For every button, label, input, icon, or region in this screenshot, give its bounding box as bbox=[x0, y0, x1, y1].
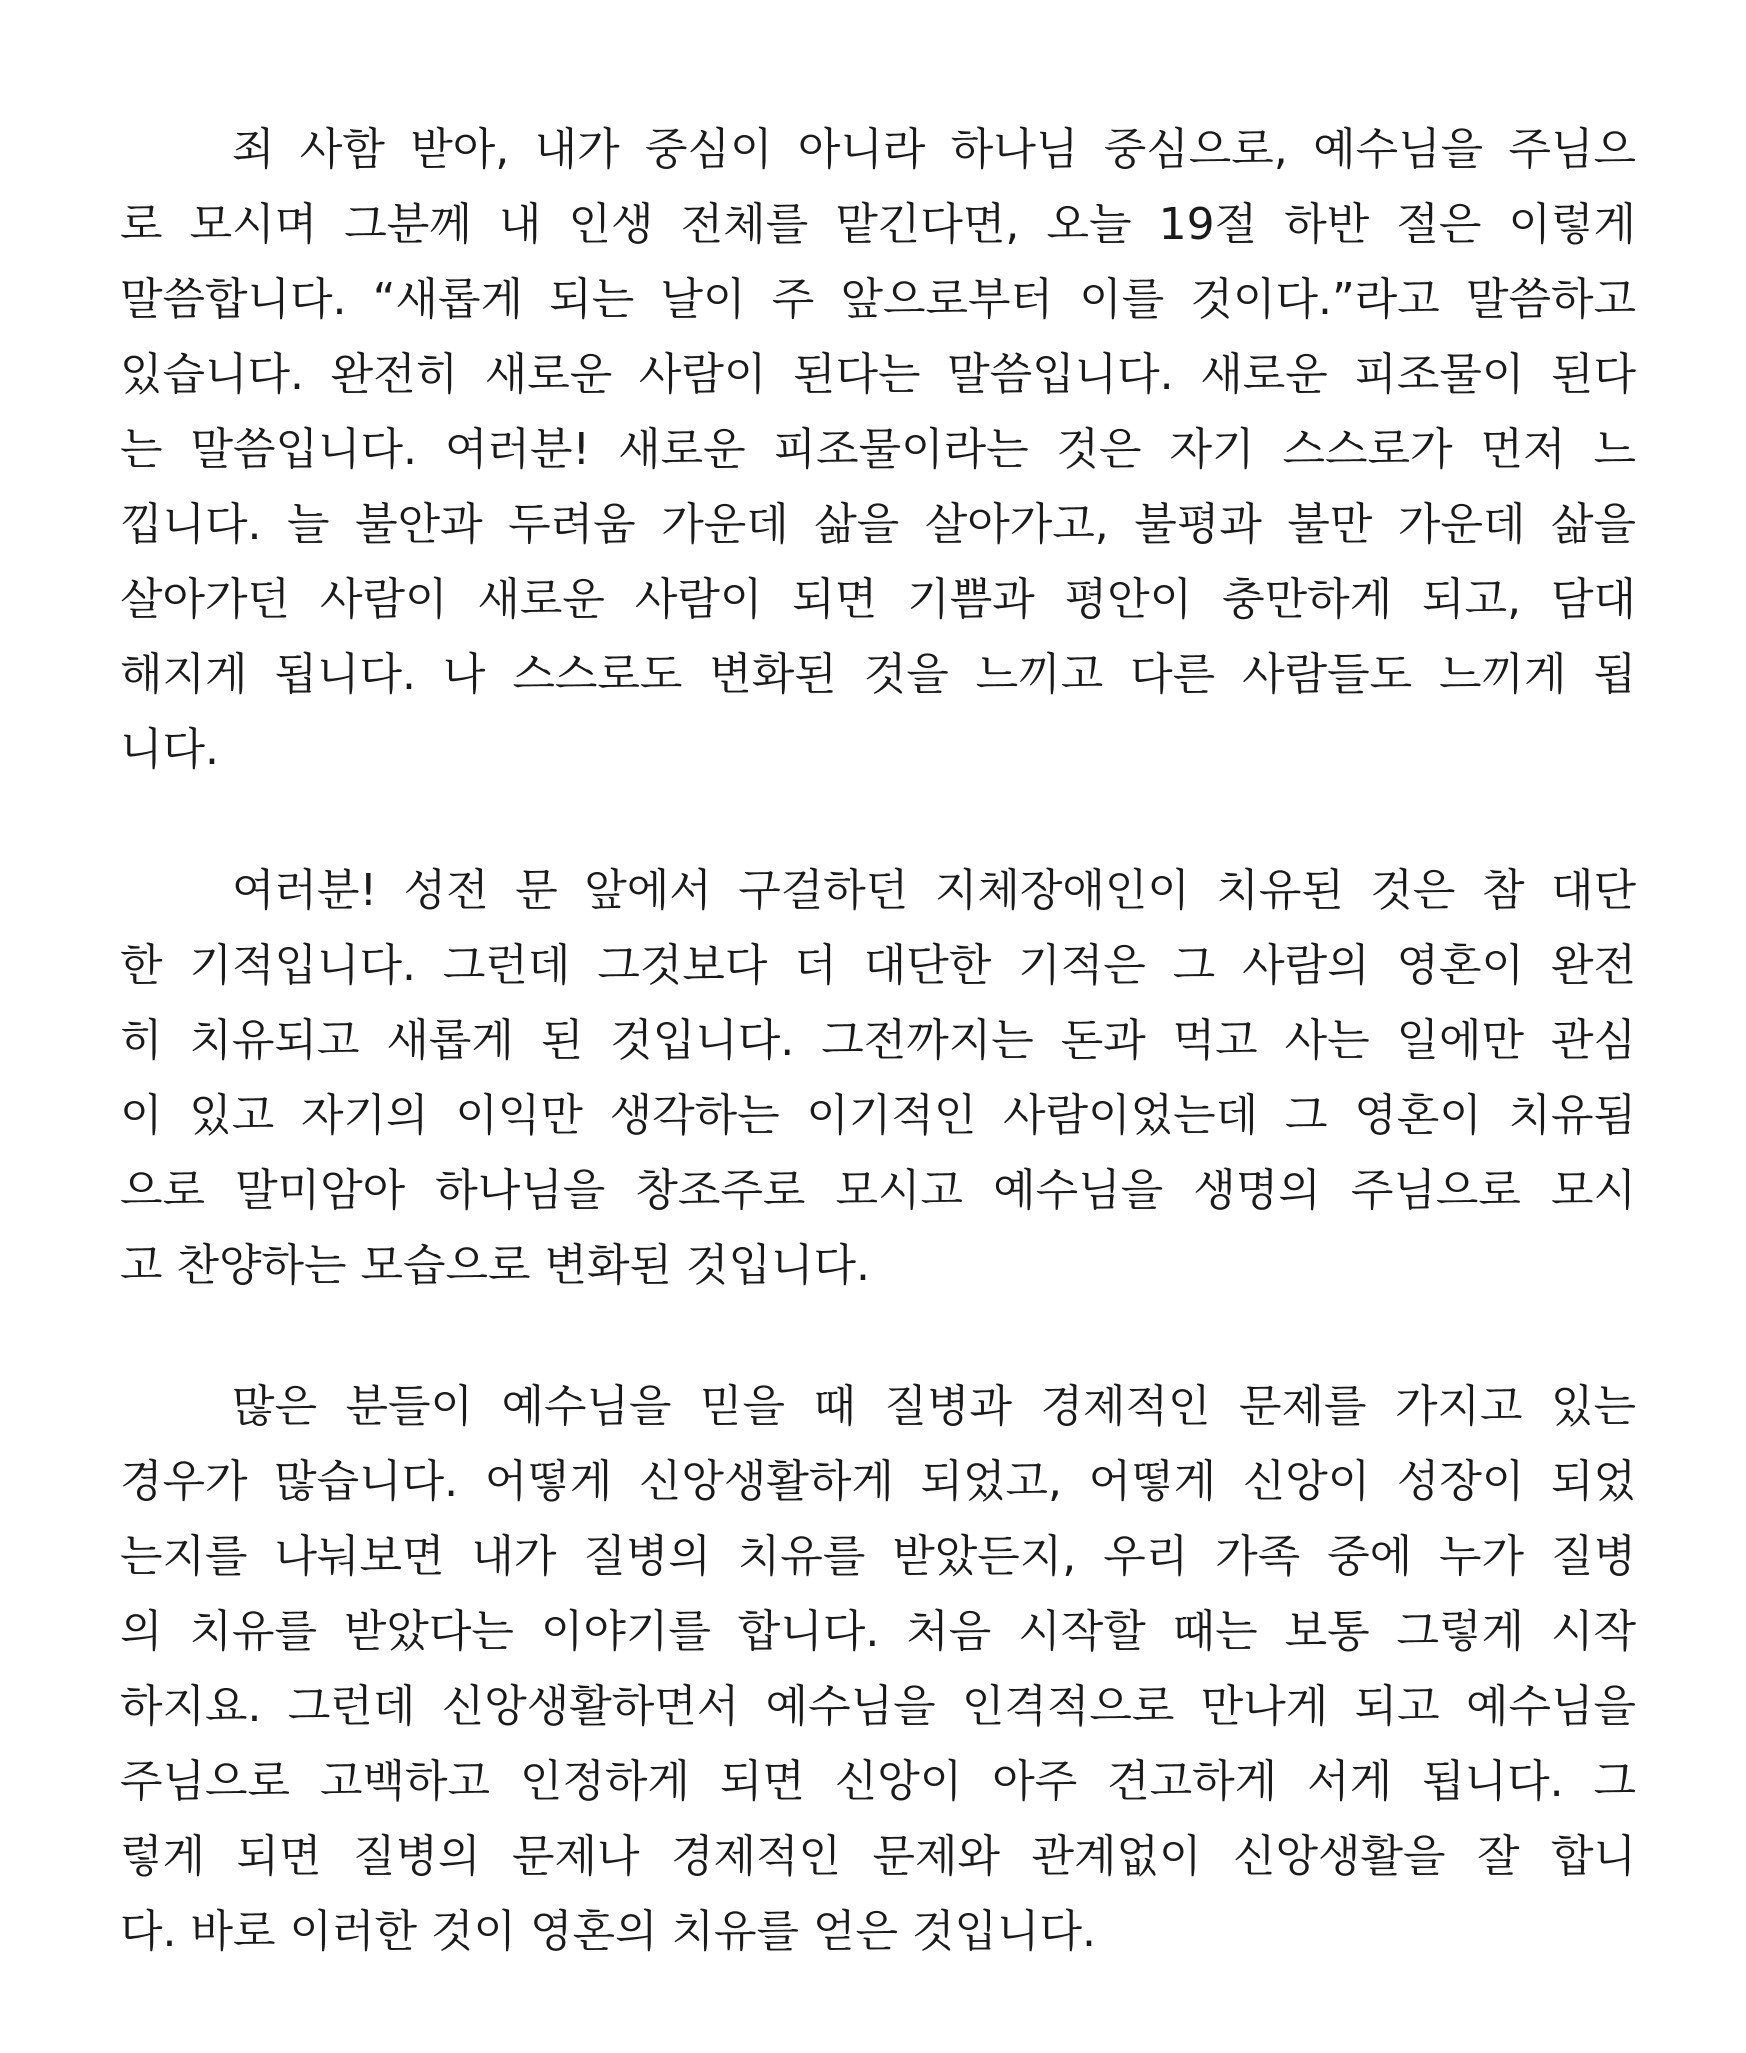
paragraph-line: 주님으로 고백하고 인정하게 되면 신앙이 아주 견고하게 서게 됩니다. 그 bbox=[120, 1756, 1636, 1807]
paragraph-line: 있습니다. 완전히 새로운 사람이 된다는 말씀입니다. 새로운 피조물이 된다 bbox=[120, 349, 1636, 400]
paragraph-spacer bbox=[120, 787, 1636, 853]
paragraph-line: 의 치유를 받았다는 이야기를 합니다. 처음 시작할 때는 보통 그렇게 시작 bbox=[120, 1606, 1636, 1657]
paragraph-line: 는 말씀입니다. 여러분! 새로운 피조물이라는 것은 자기 스스로가 먼저 느 bbox=[120, 424, 1636, 475]
paragraph-line: 렇게 되면 질병의 문제나 경제적인 문제와 관계없이 신앙생활을 잘 합니 bbox=[120, 1831, 1636, 1882]
paragraph-line: 말씀합니다. “새롭게 되는 날이 주 앞으로부터 이를 것이다.”라고 말씀하고 bbox=[120, 274, 1636, 325]
paragraph-line: 니다. bbox=[120, 724, 219, 775]
paragraph-line: 많은 분들이 예수님을 믿을 때 질병과 경제적인 문제를 가지고 있는 bbox=[232, 1381, 1636, 1432]
paragraph-line: 고 찬양하는 모습으로 변화된 것입니다. bbox=[120, 1240, 870, 1291]
paragraph-line: 해지게 됩니다. 나 스스로도 변화된 것을 느끼고 다른 사람들도 느끼게 됩 bbox=[120, 649, 1636, 700]
paragraph-line: 이 있고 자기의 이익만 생각하는 이기적인 사람이었는데 그 영혼이 치유됨 bbox=[120, 1090, 1636, 1141]
paragraph-line: 하지요. 그런데 신앙생활하면서 예수님을 인격적으로 만나게 되고 예수님을 bbox=[120, 1681, 1636, 1732]
paragraph-3 bbox=[120, 1369, 1636, 1969]
paragraph-line: 죄 사함 받아, 내가 중심이 아니라 하나님 중심으로, 예수님을 주님으 bbox=[232, 124, 1636, 175]
paragraph-line: 로 모시며 그분께 내 인생 전체를 맡긴다면, 오늘 19절 하반 절은 이렇게 bbox=[120, 199, 1636, 250]
paragraph-2 bbox=[120, 853, 1636, 1303]
paragraph-line: 경우가 많습니다. 어떻게 신앙생활하게 되었고, 어떻게 신앙이 성장이 되었 bbox=[120, 1456, 1636, 1507]
paragraph-spacer bbox=[120, 1303, 1636, 1369]
paragraph-line: 살아가던 사람이 새로운 사람이 되면 기쁨과 평안이 충만하게 되고, 담대 bbox=[120, 574, 1636, 625]
paragraph-line: 는지를 나눠보면 내가 질병의 치유를 받았든지, 우리 가족 중에 누가 질병 bbox=[120, 1531, 1636, 1582]
paragraph-line: 다. 바로 이러한 것이 영혼의 치유를 얻은 것입니다. bbox=[120, 1906, 1096, 1957]
paragraph-line: 여러분! 성전 문 앞에서 구걸하던 지체장애인이 치유된 것은 참 대단 bbox=[232, 865, 1636, 916]
paragraph-line: 으로 말미암아 하나님을 창조주로 모시고 예수님을 생명의 주님으로 모시 bbox=[120, 1165, 1636, 1216]
document-page bbox=[120, 112, 1636, 1969]
paragraph-line: 낍니다. 늘 불안과 두려움 가운데 삶을 살아가고, 불평과 불만 가운데 삶을 bbox=[120, 499, 1636, 550]
paragraph-line: 히 치유되고 새롭게 된 것입니다. 그전까지는 돈과 먹고 사는 일에만 관심 bbox=[120, 1015, 1636, 1066]
paragraph-1 bbox=[120, 112, 1636, 787]
paragraph-line: 한 기적입니다. 그런데 그것보다 더 대단한 기적은 그 사람의 영혼이 완전 bbox=[120, 940, 1636, 991]
